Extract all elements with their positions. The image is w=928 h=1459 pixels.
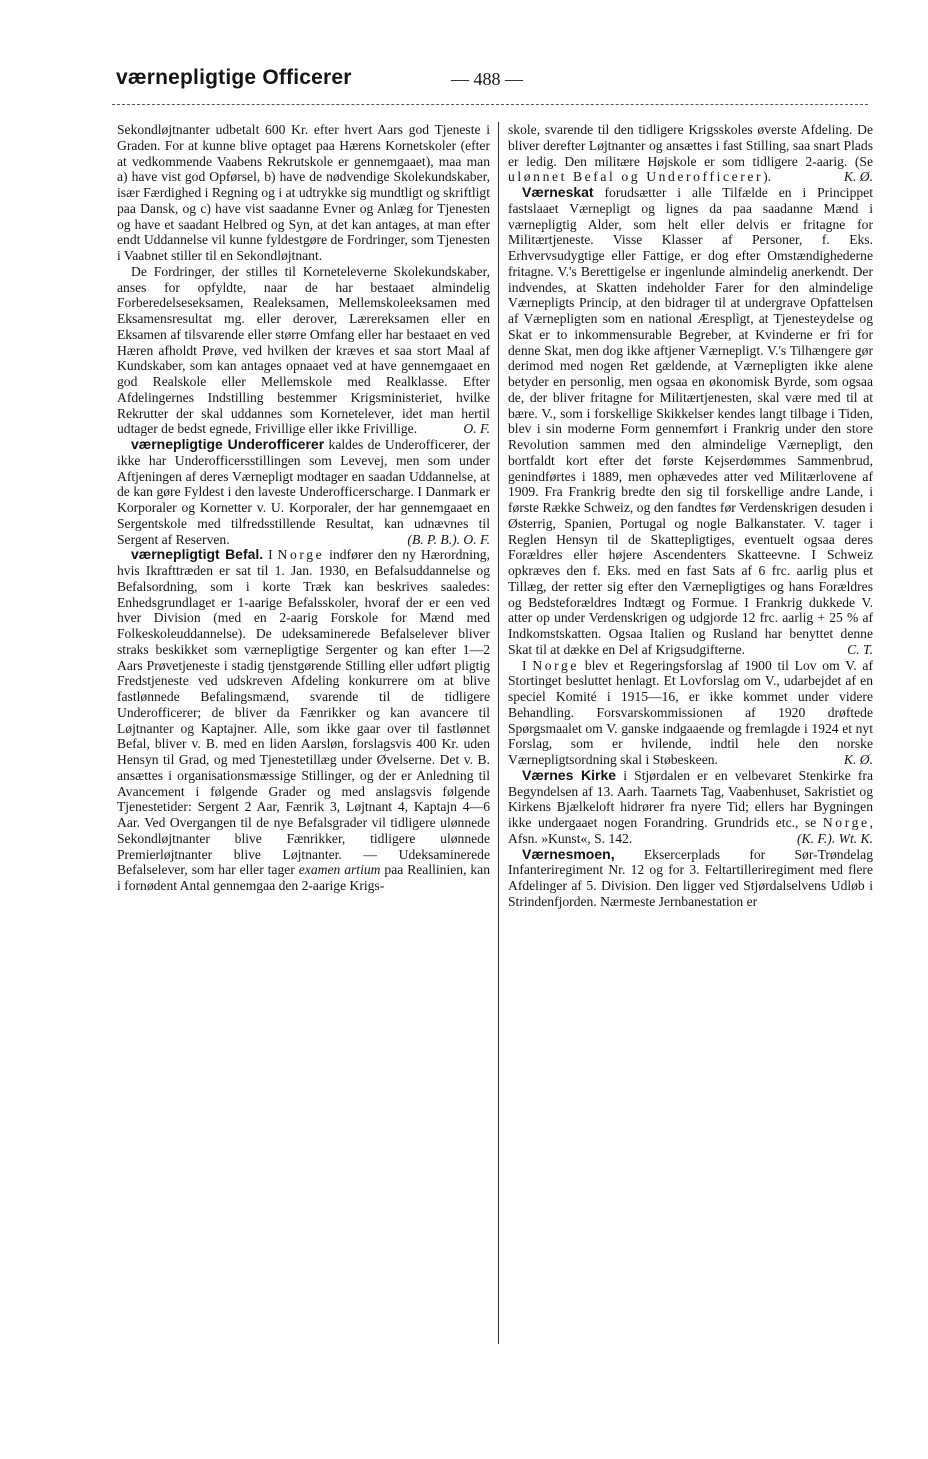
paragraph-text: ). [763,169,772,185]
paragraph-text: De Fordringer, der stilles til Korneteleverne Skolekundskaber, anses for opfyldte, naar de har bestaaet almindelig Forberedelseseksamen, Realeksamen, Mellemskoleeksamen med Eksamensresultat mg. eller derover, Lærereksamen eller en Eksamen af tilsvarende eller større Omfang eller har bestaaet en ved Hæren afholdt Prøve, ved hvilken der kræves et saa stort Maal af Kundskaber, som kan antages opnaaet ved at have gennemgaaet en god Realskole eller Mellemskole med Realklasse. Efter Afdelingernes Indstilling bestemmer Krigsministeriet, hvilke Rekrutter der skal uddannes som Kornetelever, idet man hertil udtager de bedst egnede, Frivillige eller ikke Frivillige. [117,263,490,437]
entry-headword: Værneskat [522,184,594,200]
entry-underofficerer [117,437,490,547]
cross-reference: Norge [822,815,870,830]
entry-text: I [268,547,273,563]
left-column [117,122,490,894]
entry-headword: værnepligtige Underofficerer [131,436,325,452]
entry-headword: værnepligtigt Befal. [131,546,264,563]
entry-text: paa Reallinien, kan i fornødent Antal gennemgaa den 2-aarige Krigs- [117,862,491,893]
author-signature: (B. P. B.). O. F. [407,531,490,547]
author-signature: (K. F.). Wt. K. [796,830,873,846]
entry-vaernesmoen [508,847,873,910]
running-title: værnepligtige Officerer [116,66,352,89]
entry-text: , Afsn. »Kunst«, S. 142. [508,815,874,846]
cross-reference: ulønnet Befal og Underofficerer [508,169,764,185]
italic-term: examen artium [298,862,381,878]
header-rule [112,104,868,105]
entry-text: forudsætter i alle Tilfælde en i Princippet fastslaaet Værnepligt og lignes da paa saadanne Mænd i værnepligtig Alder, som helt eller delvis er fritagne for Militærtjeneste. Visse Klasser af Personer, f. Eks. Erhvervsudygtige eller Fattige, er dog efter Omstændighederne fritagne. V.'s Berettigelse er ingenlunde almindelig anerkendt. Der indvendes, at Skatten indeholder Farer for den almindelige Værnepligts Princip, at den bidrager til at undergrave Opfattelsen af Værnepligten som en national Æresplìgt, at Tjenesteydelse og Skat er to inkommensurable Begreber, at Kvinderne er fri for denne Skat, men dog ikke aftjener Værnepligt. V.'s Tilhængere gør derimod med nogen Ret gældende, at Værnepligten ikke alene betyder en personlig, men ogsaa en økonomisk Byrde, som ogsaa de, der bliver fritagne for Militærtjenesten, skal være med til at bære. V., som i forskellige Skikkelser kendes langt tilbage i Tiden, blev i sin moderne Form gennemført i Frankrig under den store Revolution sammen med den almindelige Værnepligt, den bortfaldt kort efter det første Kejserdømmes Sammenbrud, genindførtes i 1889, men ophævedes atter ved Militærlovene af 1909. Fra Frankrig bredte den sig til forskellige andre Lande, i første Række Schweiz, og den fandtes før Verdenskrigen desuden i Østerrig, Spanien, Portugal og nogle Balkanstater. V. tager i Reglen Hensyn til de Skattepligtiges, eventuelt ogsaa deres Forældres eller højere Ascendenters Skatteevne. I Schweiz opkræves den f. Eks. med en fast Sats af 6 frc. aarlig plus et Tillæg, der retter sig efter den Værnepligtiges og hans Forældres og Bedsteforældres Indtægt og Formue. I Frankrig dukkede V. atter op under Verdenskrigen og udgjorde 12 frc. aarlig + 25 % af Indkomstskatten. Ogsaa Italien og Rusland har benyttet denne Skat til at dække en Del af Krigsudgifterne. [508,185,873,657]
entry-headword: Værnes Kirke [522,766,617,783]
spaced-reference: Norge [277,547,325,563]
author-signature: K. Ø. [843,169,873,185]
entry-text: indfører den ny Hærordning, hvis Ikrafttræden er sat til 1. Jan. 1930, en Befalsuddannelse og Befalsordning, som i korte Træk kan beskrives saaledes: Enhedsgrundlaget er 1-aarige Befalsskoler, hvoraf der er een ved hver Division (med en 2-aarig Forskole for Mænd med Folkeskoleuddannelse). De udeksaminerede Befalselever bliver straks beskikket som værnepligtige Sergenter og kan efter 1—2 Aars Prøvetjeneste i stadig tjenstgørende Stilling eller udført pligtig Fredstjeneste ved udskreven Afdeling konkurrere om at blive fastlønnede Befalingsmænd, svarende til de tidligere Underofficerer; de bliver da Fænrikker og kan avancere til Løjtnanter og Kaptajner. Alle, som ikke gaar over til fastlønnet Befal, bliver v. B. med en liden Aarsløn, forslagsvis 400 Kr. uden Hensyn til Grad, og med Tjenestetillæg under Øvelserne. Det v. B. ansættes i organisationsmæssige Stillinger, og der er Anledning til Avancement i følgende Grader og med anslagsvis følgende Tjenestetider: Sergent 2 Aar, Fænrik 3, Løjtnant 4, Kaptajn 4—6 Aar. Ved Overgangen til de nye Befalsgrader vil tidligere ulønnede Sekondløjtnanter blive Fænrikker, tidligere ulønnede Premierløjtnanter blive Løjtnanter. — Udeksaminerede Befalselever, som har eller tager [117,547,490,878]
page-header [116,66,876,102]
column-divider [498,122,499,1344]
entry-text: Eksercerplads for Sør-Trøndelag Infanteriregiment Nr. 12 og for 3. Feltartilleriregiment med flere Afdelinger af 5. Division. Den ligger ved Stjørdalselvens Udløb i Strindenfjorden. Nærmeste Jernbanestation er [508,846,873,909]
entry-headword: Værnesmoen, [522,845,615,862]
spaced-reference: Norge [532,657,580,673]
author-signature: C. T. [847,641,873,657]
author-signature: K. Ø. [843,752,873,767]
entry-text: i Stjørdalen er en velbevaret Stenkirke fra Begyndelsen af 13. Aarh. Taarnets Tag, Vaabenhuset, Sakristiet og Kirkens Bjælkeloft hidrører fra nyere Tid; ellers har Bygningen ikke undergaaet nogen Forandring. Grundrids etc., se [508,767,873,830]
paragraph-continuation [508,122,873,185]
entry-vaerneskat [508,185,873,658]
page-number: — 488 — [451,69,523,89]
entry-befal [117,547,490,894]
entry-vaernes-kirke [508,768,873,847]
paragraph-text: skole, svarende til den tidligere Krigsskoles øverste Afdeling. De bliver derefter Løjtnanter og ansættes i fast Stilling, saa snart Plads er ledig. Den militære Højskole er som tidligere 2-aarig. (Se [508,122,873,169]
right-column [508,122,873,910]
paragraph-text: I [522,657,527,673]
entry-text: kaldes de Underofficerer, der ikke har Underofficersstillingen som Levevej, men som under Aftjeningen af deres Værnepligt modtager en saadan Uddannelse, at de kan gøre Fyldest i den laveste Underofficerscharge. I Danmark er Korporaler og Kornetter v. U. Korporaler, der har gennemgaaet en Sergentskole med tilfredsstillende Resultat, kan udnævnes til Sergent af Reserven. [117,437,490,547]
author-signature: O. F. [463,421,490,437]
paragraph-text: blev et Regeringsforslag af 1900 til Lov om V. af Stortinget besluttet henlagt. Et Lovforslag om V., udarbejdet af en speciel Komité i 1915—16, er ikke kommet under videre Behandling. Forsvarskommissionen af 1920 drøftede Spørgsmaalet om V. ganske indgaaende og fremlagde i 1924 et nyt Forslag, som er hvilende, indtil hele den norske Værnepligtsordning skal i Støbeskeen. [508,657,873,767]
paragraph [117,264,490,437]
paragraph-norge [508,658,873,768]
paragraph-continuation: Sekondløjtnanter udbetalt 600 Kr. efter hvert Aars god Tjeneste i Graden. For at kunne blive optaget paa Hærens Kornetskoler (efter at vedkommende Vaabens Rekrutskole er gennemgaaet), maa man a) have vist god Opførsel, b) have de nødvendige Skolekundskaber, især Færdighed i Regning og i at udtrykke sig mundtligt og skriftligt paa Dansk, og c) have vist saadanne Evner og Anlæg for Tjenesten og have et saadant Helbred og Syn, at det kan antages, at man efter endt Uddannelse vil kunne fyldestgøre de Fordringer, som Tjenesten i Vaabnet stiller til en Sekondløjtnant. [117,122,490,263]
